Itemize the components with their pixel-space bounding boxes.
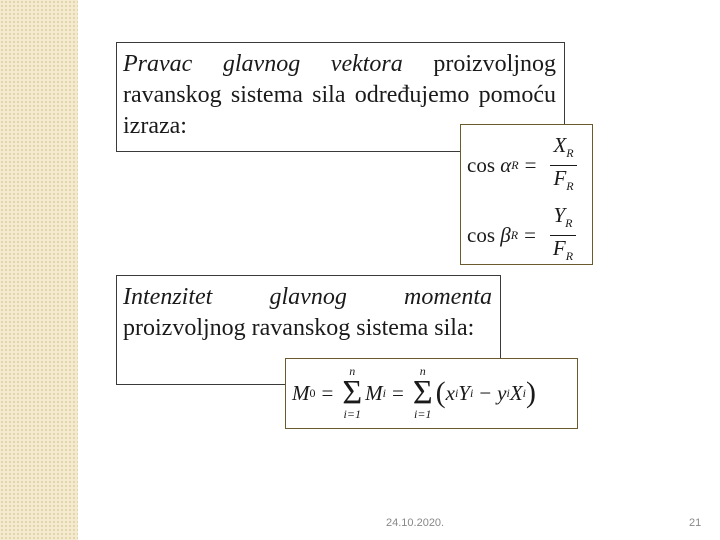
sum-upper-limit: n: [419, 364, 426, 378]
numerator-y: Y: [553, 203, 566, 227]
sum-upper-limit: n: [349, 364, 356, 378]
denominator-f: F: [552, 236, 566, 260]
page-number: 21: [689, 517, 702, 529]
equals-sign: =: [391, 380, 404, 405]
sum-lower-limit: i=1: [343, 407, 361, 421]
equals-sign: =: [321, 380, 334, 405]
beta-subscript: R: [510, 228, 519, 242]
xr-over-fr-fraction: [550, 133, 576, 198]
equals-sign: =: [524, 223, 536, 247]
moment-equation: [292, 365, 536, 421]
denominator-sub: R: [565, 249, 574, 263]
y-upper-symbol: Y: [458, 380, 470, 405]
mi-subscript: i: [382, 385, 386, 400]
cos-func: cos: [467, 153, 495, 177]
direction-cosines-formula: [460, 124, 593, 265]
cos-func: cos: [467, 223, 495, 247]
denominator-f: F: [553, 166, 567, 190]
x-subscript: i: [454, 385, 459, 400]
right-paren: ): [526, 376, 537, 409]
y-subscript: i: [506, 385, 510, 400]
mi-symbol: M: [365, 380, 383, 405]
minus-sign: −: [479, 380, 492, 405]
x-upper-symbol: X: [509, 380, 523, 405]
sigma-icon: Σ: [342, 374, 363, 411]
beta-symbol: β: [500, 223, 511, 247]
equals-sign: =: [524, 153, 537, 177]
main-vector-text: proizvoljnog ravanskog sistema sila određujemo pomoću izraza:: [123, 51, 556, 139]
y-symbol: y: [497, 380, 507, 405]
x-symbol: x: [445, 380, 455, 405]
yr-over-fr-fraction: [550, 203, 576, 268]
sum-operator-1: [342, 365, 362, 421]
left-paren: (: [435, 376, 446, 409]
alpha-symbol: α: [500, 153, 512, 177]
alpha-subscript: R: [511, 158, 519, 172]
x-upper-subscript: i: [522, 385, 527, 400]
decorative-side-strip: [0, 0, 78, 540]
sum-lower-limit: i=1: [414, 407, 432, 421]
main-moment-text: proizvoljnog ravanskog sistema sila:: [123, 315, 475, 341]
cos-beta-row: [467, 203, 576, 268]
m-symbol: M: [292, 380, 310, 405]
y-upper-subscript: i: [469, 385, 474, 400]
cos-alpha-row: [467, 133, 577, 198]
main-moment-italic-lead: Intenzitet glavnog momenta: [123, 284, 492, 310]
main-vector-italic-lead: Pravac glavnog vektora: [123, 51, 403, 77]
main-moment-formula: [285, 358, 578, 429]
sigma-icon: Σ: [412, 374, 433, 411]
footer-date: 24.10.2020.: [386, 517, 445, 529]
numerator-sub: R: [565, 216, 573, 230]
numerator-sub: R: [566, 146, 574, 160]
denominator-sub: R: [566, 179, 574, 193]
sum-operator-2: [413, 365, 433, 421]
numerator-x: X: [553, 133, 567, 157]
m-subscript: 0: [309, 385, 316, 400]
